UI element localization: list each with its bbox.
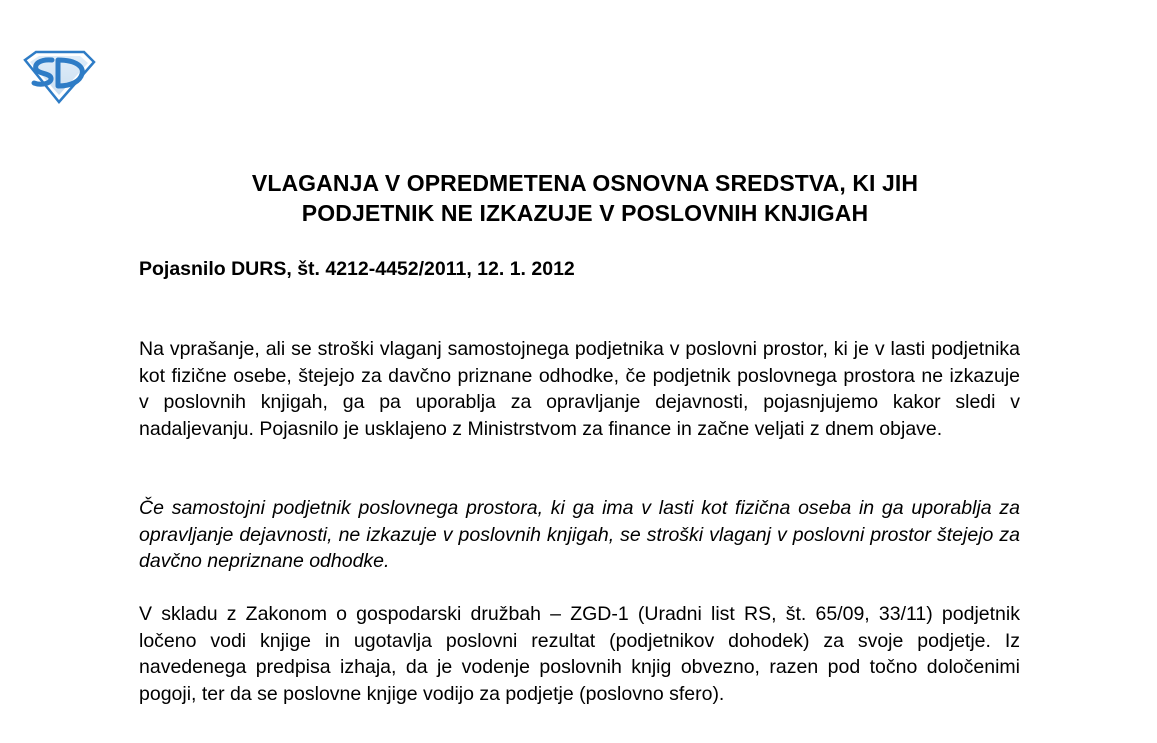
- paragraph-summary: Če samostojni podjetnik poslovnega prostora, ki ga ima v lasti kot fizična oseba in ga uporablja za opravljanje dejavnosti, ne izkazuje v poslovnih knjigah, se stroški vlaganj v poslovni prostor štejejo za davčno nepriznane odhodke.: [139, 497, 1020, 572]
- document-subtitle: Pojasnilo DURS, št. 4212-4452/2011, 12. 1. 2012: [139, 258, 575, 280]
- title-line-2: PODJETNIK NE IZKAZUJE V POSLOVNIH KNJIGAH: [301, 200, 869, 226]
- document-title: [140, 168, 1030, 228]
- paragraph-legal-basis: V skladu z Zakonom o gospodarski družbah – ZGD-1 (Uradni list RS, št. 65/09, 33/11) podjetnik ločeno vodi knjige in ugotavlja poslovni rezultat (podjetnikov dohodek) za svoje podjetje. Iz navedenega predpisa izhaja, da je vodenje poslovnih knjig obvezno, razen pod točno določenimi pogoji, ter da se poslovne knjige vodijo za podjetje (poslovno sfero).: [139, 603, 1020, 705]
- title-line-1: VLAGANJA V OPREDMETENA OSNOVNA SREDSTVA, KI JIH: [251, 170, 919, 196]
- paragraph-intro: Na vprašanje, ali se stroški vlaganj samostojnega podjetnika v poslovni prostor, ki je v lasti podjetnika kot fizične osebe, štejejo za davčno priznane odhodke, če podjetnik poslovnega prostora ne izkazuje v poslovnih knjigah, ga pa uporablja za opravljanje dejavnosti, pojasnjujemo kakor sledi v nadaljevanju. Pojasnilo je usklajeno z Ministrstvom za finance in začne veljati z dnem objave.: [139, 338, 1020, 440]
- sd-logo-icon: [22, 50, 96, 104]
- sd-logo: [22, 50, 96, 104]
